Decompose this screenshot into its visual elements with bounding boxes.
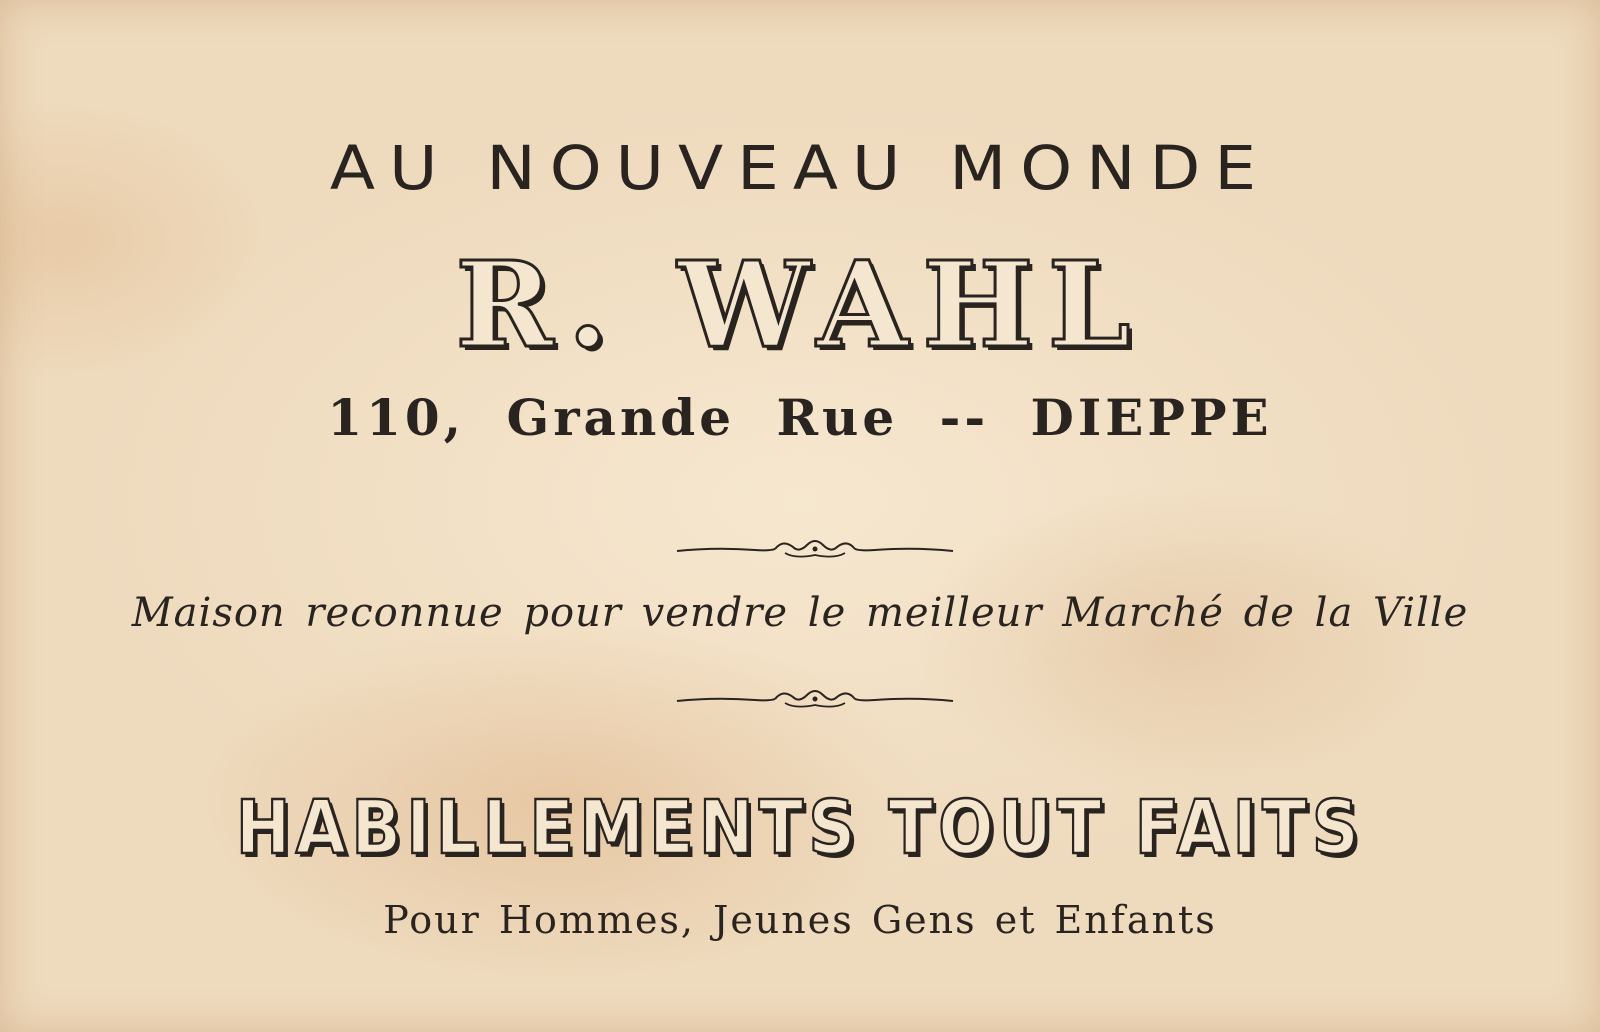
shop-name: AU NOUVEAU MONDE xyxy=(329,133,1271,204)
tagline: Maison reconnue pour vendre le meilleur Marché de la Ville xyxy=(131,590,1469,636)
clothing-heading: HABILLEMENTS TOUT FAITS xyxy=(235,785,1365,871)
audience-line: Pour Hommes, Jeunes Gens et Enfants xyxy=(383,898,1217,942)
flourish-divider-icon xyxy=(675,685,955,715)
owner-name: R. WAHL xyxy=(455,235,1145,374)
flourish-divider-icon xyxy=(675,535,955,565)
shop-address: 110, Grande Rue -- DIEPPE xyxy=(327,388,1273,447)
